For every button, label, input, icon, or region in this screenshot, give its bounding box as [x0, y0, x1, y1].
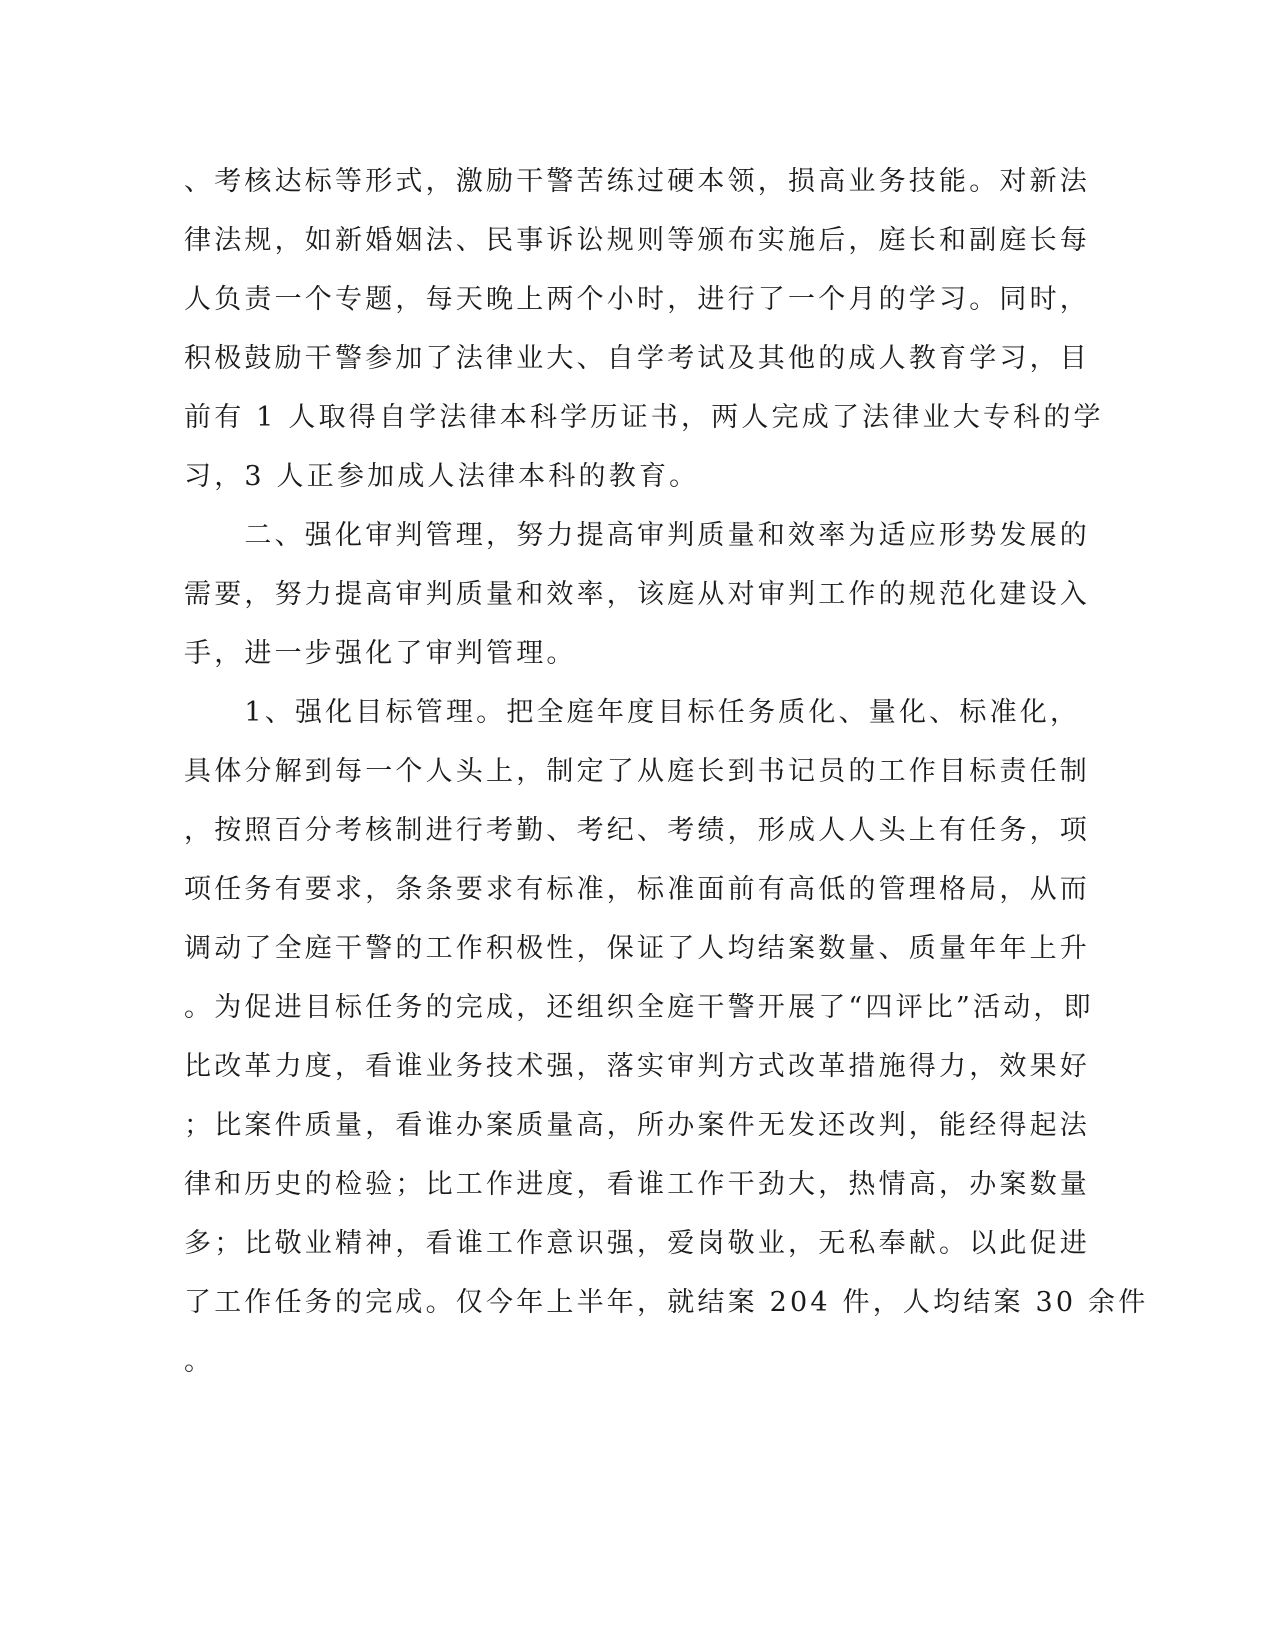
text-line: 手，进一步强化了审判管理。 [184, 638, 577, 669]
text-line: 比改革力度，看谁业务技术强，落实审判方式改革措施得力，效果好 [184, 1051, 1090, 1082]
text-line: 多；比敬业精神，看谁工作意识强，爱岗敬业，无私奉献。以此促进 [184, 1228, 1090, 1259]
text-line: 了工作任务的完成。仅今年上半年，就结案 204 件，人均结案 30 余件 [184, 1287, 1149, 1318]
text-line: 律和历史的检验；比工作进度，看谁工作干劲大，热情高，办案数量 [184, 1169, 1090, 1200]
text-line: 人负责一个专题，每天晚上两个小时，进行了一个月的学习。同时， [184, 284, 1090, 315]
text-line: 。为促进目标任务的完成，还组织全庭干警开展了“四评比”活动，即 [184, 992, 1094, 1023]
text-line: 调动了全庭干警的工作积极性，保证了人均结案数量、质量年年上升 [184, 933, 1090, 964]
text-line: 前有 1 人取得自学法律本科学历证书，两人完成了法律业大专科的学 [184, 402, 1104, 433]
text-line: 、考核达标等形式，激励干警苦练过硬本领，损高业务技能。对新法 [184, 166, 1090, 197]
text-line: 习，3 人正参加成人法律本科的教育。 [184, 461, 700, 492]
section-heading-line: 二、强化审判管理，努力提高审判质量和效率为适应形势发展的 [184, 520, 1090, 551]
text-line: 具体分解到每一个人头上，制定了从庭长到书记员的工作目标责任制 [184, 756, 1090, 787]
text-line: ，按照百分考核制进行考勤、考纪、考绩，形成人人头上有任务，项 [184, 815, 1090, 846]
text-line: 积极鼓励干警参加了法律业大、自学考试及其他的成人教育学习，目 [184, 343, 1090, 374]
document-body [184, 160, 1149, 1399]
text-line: 项任务有要求，条条要求有标准，标准面前有高低的管理格局，从而 [184, 874, 1090, 905]
subsection-heading-line: 1、强化目标管理。把全庭年度目标任务质化、量化、标准化， [184, 697, 1081, 728]
text-line: 。 [184, 1346, 215, 1377]
text-line: ；比案件质量，看谁办案质量高，所办案件无发还改判，能经得起法 [184, 1110, 1090, 1141]
text-line: 需要，努力提高审判质量和效率，该庭从对审判工作的规范化建设入 [184, 579, 1090, 610]
text-line: 律法规，如新婚姻法、民事诉讼规则等颁布实施后，庭长和副庭长每 [184, 225, 1090, 256]
